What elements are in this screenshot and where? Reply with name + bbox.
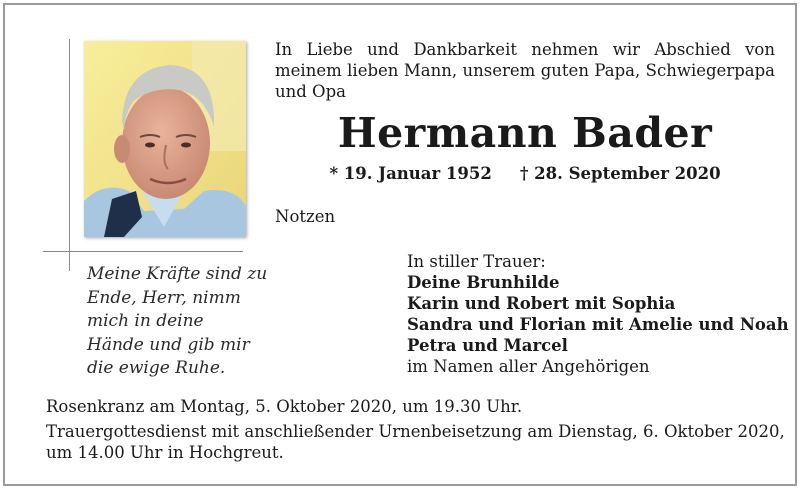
quote-line: Meine Kräfte sind zu <box>87 264 268 284</box>
service-info <box>46 396 785 464</box>
mourner-name: Karin und Robert mit Sophia <box>407 294 676 313</box>
birth-date: * 19. Januar 1952 <box>329 164 492 183</box>
portrait-photo <box>84 41 246 237</box>
quote-line: mich in deine <box>87 311 204 331</box>
memorial-quote <box>87 263 277 381</box>
quote-line: Hände und gib mir <box>87 334 250 355</box>
mourners-heading: In stiller Trauer: <box>407 252 546 271</box>
quote-line: die ewige Ruhe. <box>87 358 226 378</box>
mourner-name: Sandra und Florian mit Amelie und Noah <box>407 315 789 334</box>
death-date: † 28. September 2020 <box>519 164 721 183</box>
life-dates <box>275 164 775 183</box>
deceased-name: Hermann Bader <box>337 109 713 157</box>
mourners-block <box>407 251 789 377</box>
rosary-info: Rosenkranz am Montag, 5. Oktober 2020, um 19.30 Uhr. <box>46 397 523 416</box>
cross-horizontal-line <box>43 251 243 252</box>
cross-vertical-line <box>69 39 70 271</box>
funeral-info-line: Trauergottesdienst mit anschließender Urnenbeisetzung am Dienstag, 6. Oktober 2020, <box>46 421 785 441</box>
mourner-name: Deine Brunhilde <box>407 273 560 292</box>
mourner-name: Petra und Marcel <box>407 336 568 355</box>
intro-text: In Liebe und Dankbarkeit nehmen wir Abschied von meinem lieben Mann, unserem guten Papa, Schwiegerpapa und Opa <box>275 40 775 101</box>
quote-line: Ende, Herr, nimm <box>87 287 241 308</box>
mourners-footer: im Namen aller Angehörigen <box>407 357 650 376</box>
place-name: Notzen <box>275 207 336 226</box>
funeral-info-line: um 14.00 Uhr in Hochgreut. <box>46 443 284 462</box>
obituary-card <box>3 3 797 486</box>
